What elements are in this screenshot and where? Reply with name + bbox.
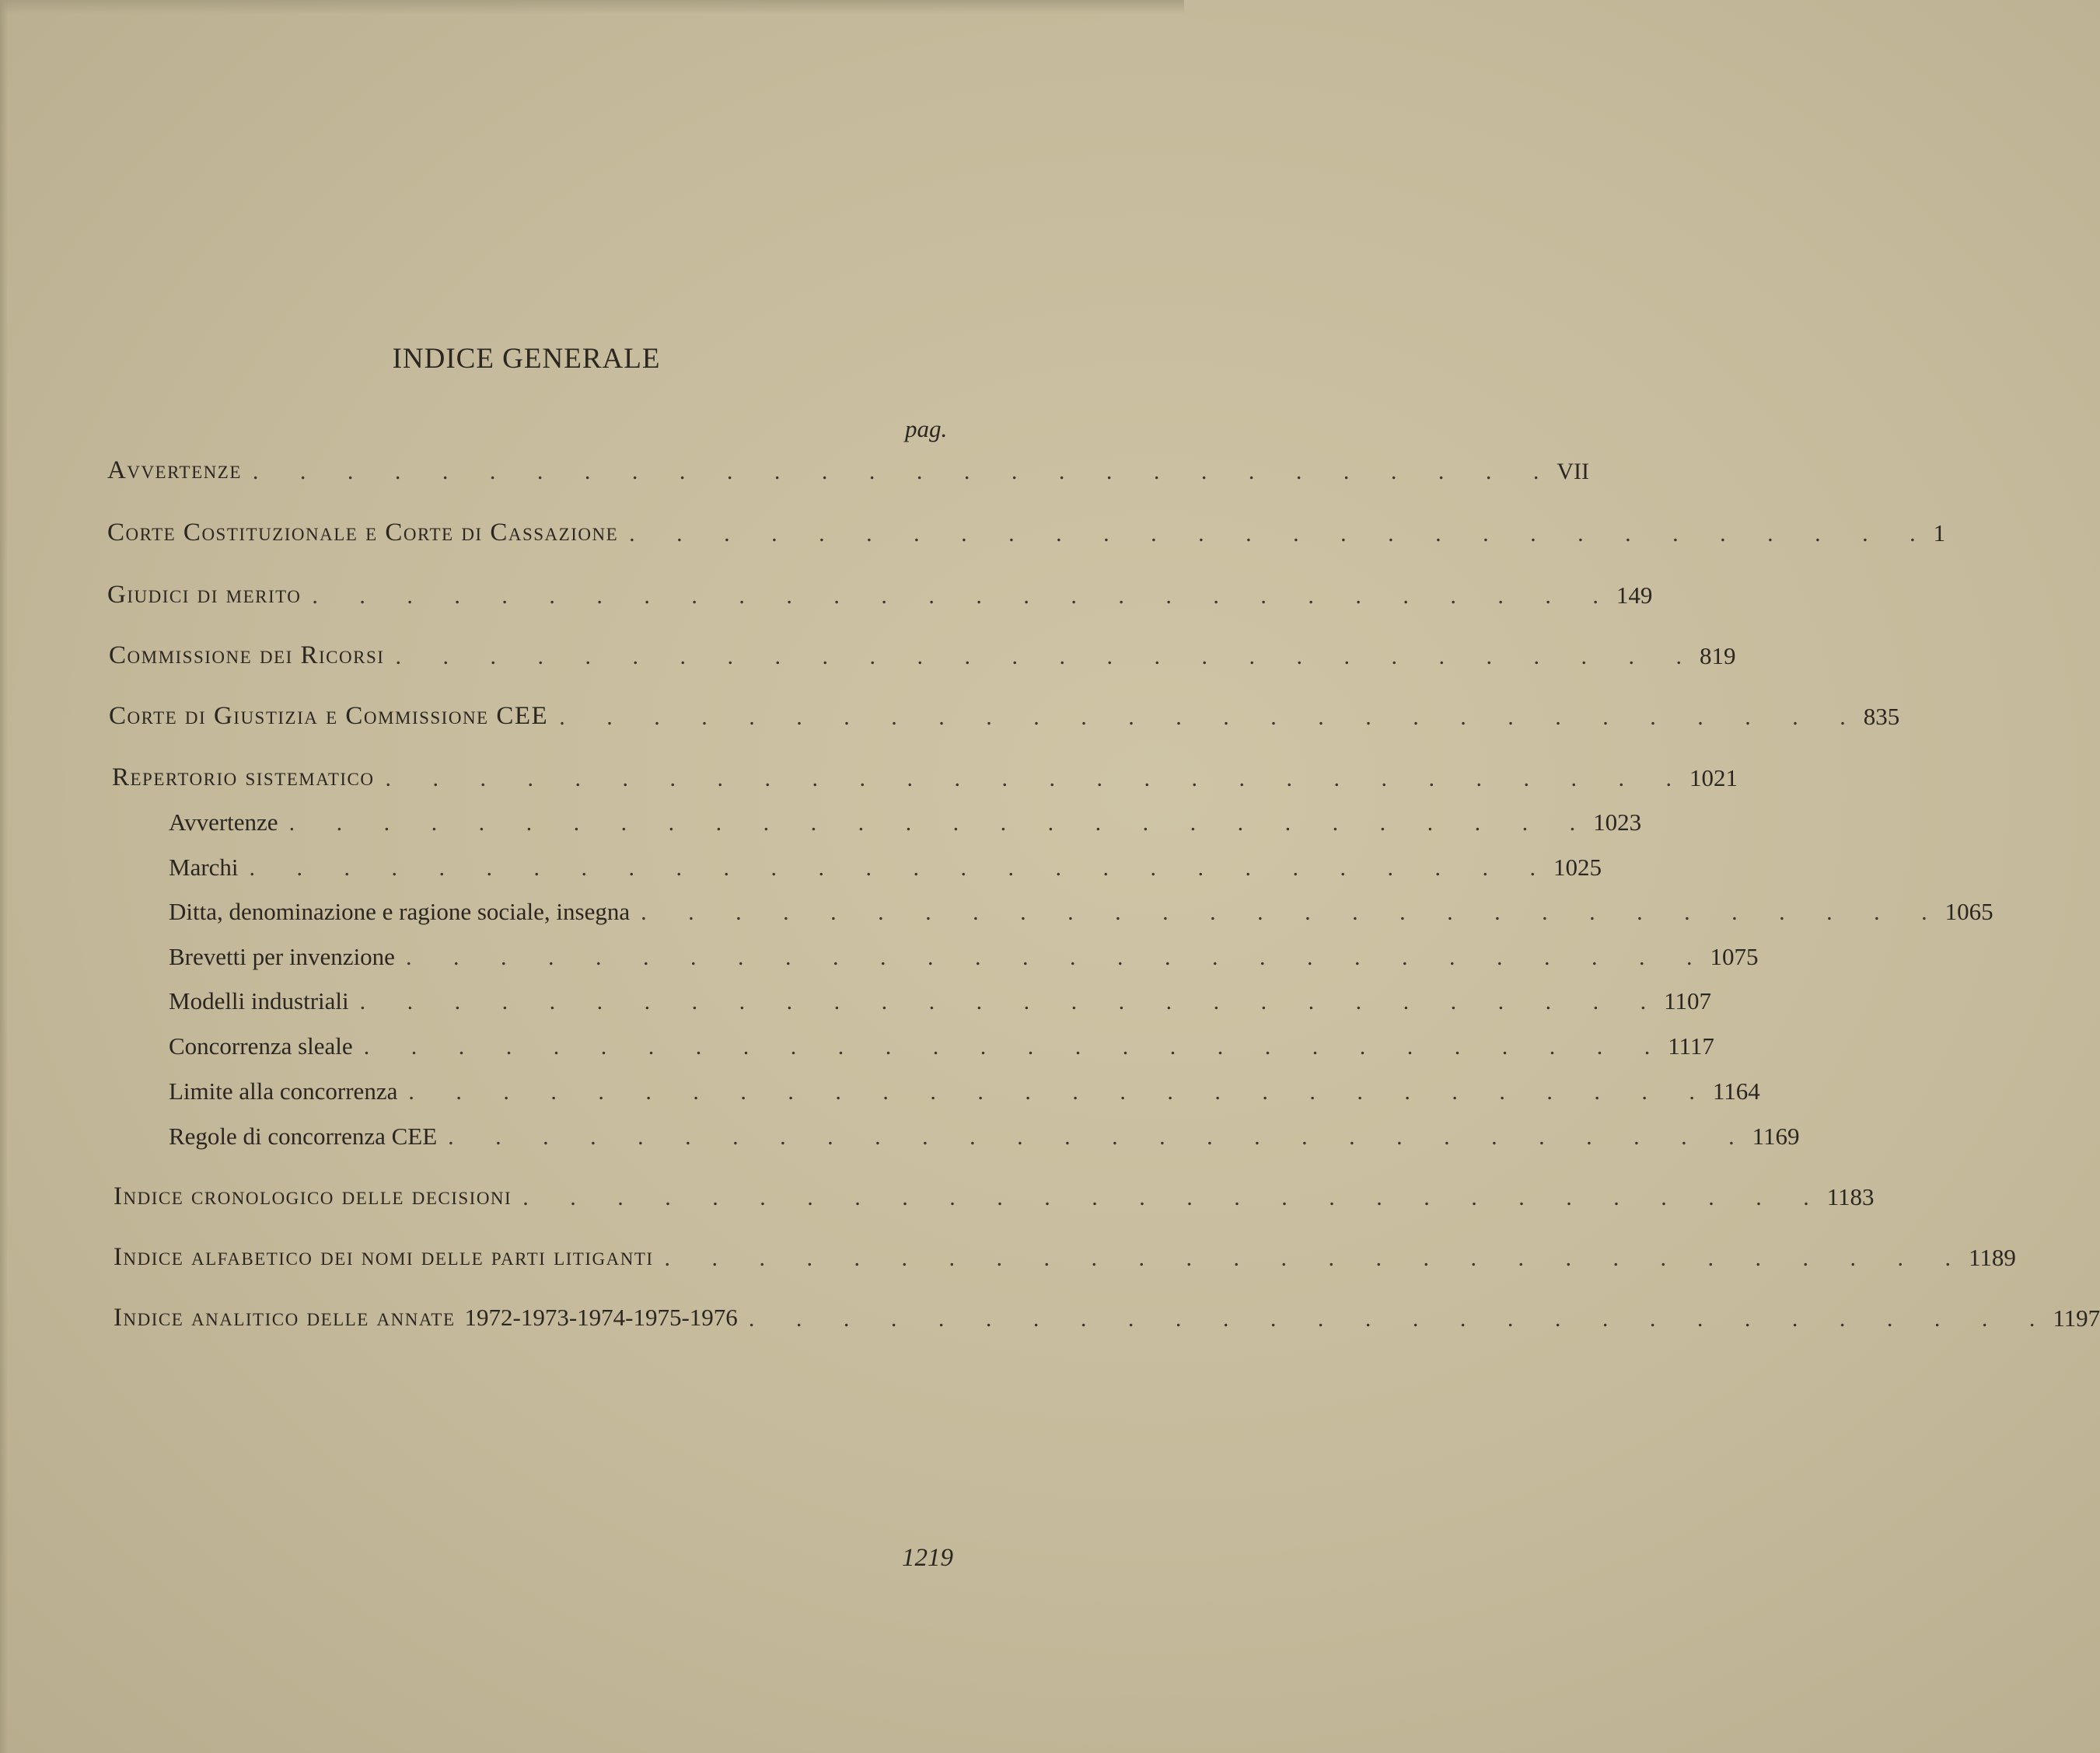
toc-entry-page: VII: [1557, 459, 1590, 484]
toc-entry-corte-di-giustizia[interactable]: [109, 697, 1900, 731]
dot-leader: . . . . . . . . . . . . . . . . . . . . . . . . . . . .: [641, 899, 1945, 925]
toc-subentry-concorrenza-sleale[interactable]: [169, 1026, 1714, 1060]
toc-entry-avvertenze[interactable]: [107, 451, 1590, 485]
toc-subentry-limite-concorrenza[interactable]: [169, 1071, 1760, 1105]
page-title: INDICE GENERALE: [392, 343, 661, 375]
toc-subentry-label: Marchi: [169, 854, 239, 881]
dot-leader: . . . . . . . . . . . . . . . . . . . . . . . . . . . .: [395, 644, 1700, 669]
toc-entry-page: 1189: [1969, 1244, 2016, 1271]
toc-entry-commissione-ricorsi[interactable]: [109, 636, 1736, 670]
toc-entry-label: Giudici di merito: [107, 581, 302, 609]
toc-entry-page: 149: [1616, 581, 1653, 609]
toc-entry-page: 1197: [2053, 1304, 2100, 1332]
dot-leader: . . . . . . . . . . . . . . . . . . . . . . . . . . . .: [629, 521, 1934, 547]
toc-entry-indice-cronologico[interactable]: [114, 1177, 1875, 1211]
toc-subentry-label: Brevetti per invenzione: [169, 943, 395, 970]
pag-column-label: pag.: [905, 415, 948, 442]
dot-leader: . . . . . . . . . . . . . . . . . . . . . . . . . . . .: [249, 855, 1554, 881]
toc-entry-label: Indice alfabetico dei nomi delle parti litiganti: [114, 1243, 654, 1271]
dot-leader: . . . . . . . . . . . . . . . . . . . . . . . . . . . .: [359, 989, 1665, 1014]
dot-leader: . . . . . . . . . . . . . . . . . . . . . . . . . . . .: [522, 1185, 1827, 1210]
toc-subentry-label: Modelli industriali: [169, 987, 349, 1014]
toc-subentry-page: 1023: [1593, 808, 1642, 836]
toc-subentry-avvertenze[interactable]: [169, 802, 1642, 836]
toc-entry-page: 1183: [1826, 1183, 1875, 1210]
toc-subentry-page: 1117: [1668, 1032, 1714, 1060]
dot-leader: . . . . . . . . . . . . . . . . . . . . . . . . . . . .: [664, 1245, 1969, 1271]
dot-leader: . . . . . . . . . . . . . . . . . . . . . . . . . . . .: [408, 1079, 1713, 1105]
dot-leader: . . . . . . . . . . . . . . . . . . . . . . . . . . . .: [448, 1124, 1752, 1150]
toc-entry-page: 819: [1699, 642, 1736, 669]
toc-subentry-page: 1107: [1664, 987, 1711, 1014]
toc-entry-label: Avvertenze: [107, 456, 242, 484]
page-edge-shadow: [0, 0, 1184, 14]
toc-subentry-page: 1169: [1752, 1123, 1800, 1150]
toc-subentry-label: Ditta, denominazione e ragione sociale, insegna: [169, 898, 631, 925]
toc-subentry-ditta[interactable]: [169, 892, 1993, 926]
dot-leader: . . . . . . . . . . . . . . . . . . . . . . . . . . . .: [288, 810, 1594, 836]
toc-entry-label: Corte Costituzionale e Corte di Cassazione: [107, 519, 619, 547]
toc-subentry-modelli-industriali[interactable]: [169, 981, 1711, 1015]
toc-entry-label: Indice cronologico delle decisioni: [114, 1182, 512, 1210]
toc-subentry-page: 1065: [1945, 898, 1993, 925]
toc-entry-label-group: [114, 1304, 749, 1332]
toc-subentry-label: Avvertenze: [169, 808, 278, 836]
toc-entry-page: 835: [1863, 703, 1900, 730]
toc-entry-label: Corte di Giustizia e Commissione CEE: [109, 702, 549, 730]
dot-leader: . . . . . . . . . . . . . . . . . . . . . . . . . . . .: [748, 1306, 2053, 1332]
toc-subentry-page: 1075: [1710, 943, 1759, 970]
toc-subentry-regole-concorrenza[interactable]: [169, 1116, 1800, 1151]
toc-subentry-label: Limite alla concorrenza: [169, 1077, 398, 1105]
toc-subentry-page: 1025: [1553, 854, 1602, 881]
toc-subentry-label: Regole di concorrenza CEE: [169, 1123, 438, 1150]
dot-leader: . . . . . . . . . . . . . . . . . . . . . . . . . . . .: [559, 704, 1864, 730]
toc-entry-label: Indice analitico delle annate: [114, 1304, 456, 1332]
dot-leader: . . . . . . . . . . . . . . . . . . . . . . . . . . . .: [252, 459, 1557, 484]
toc-entry-label: Commissione dei Ricorsi: [109, 641, 385, 669]
toc-entry-repertorio-sistematico[interactable]: [112, 758, 1738, 792]
page-number: 1219: [902, 1544, 953, 1572]
dot-leader: . . . . . . . . . . . . . . . . . . . . . . . . . . . .: [312, 583, 1616, 609]
toc-entry-page: 1021: [1689, 764, 1738, 791]
toc-subentry-label: Concorrenza sleale: [169, 1032, 353, 1060]
toc-entry-corte-costituzionale[interactable]: [107, 513, 1946, 547]
toc-subentry-marchi[interactable]: [169, 847, 1602, 882]
toc-entry-giudici-di-merito[interactable]: [107, 575, 1653, 609]
dot-leader: . . . . . . . . . . . . . . . . . . . . . . . . . . . .: [363, 1034, 1668, 1060]
toc-subentry-brevetti[interactable]: [169, 937, 1759, 971]
toc-entry-indice-alfabetico[interactable]: [114, 1238, 2016, 1272]
toc-subentry-page: 1164: [1712, 1077, 1760, 1105]
toc-entry-page: 1: [1933, 519, 1946, 547]
dot-leader: . . . . . . . . . . . . . . . . . . . . . . . . . . . .: [405, 945, 1710, 970]
dot-leader: . . . . . . . . . . . . . . . . . . . . . . . . . . . .: [385, 766, 1689, 791]
toc-entry-label: Repertorio sistematico: [112, 763, 375, 791]
toc-entry-indice-analitico[interactable]: [114, 1298, 2100, 1332]
page-edge-shadow-left: [0, 0, 8, 1753]
toc-entry-years: 1972-1973-1974-1975-1976: [464, 1304, 738, 1331]
